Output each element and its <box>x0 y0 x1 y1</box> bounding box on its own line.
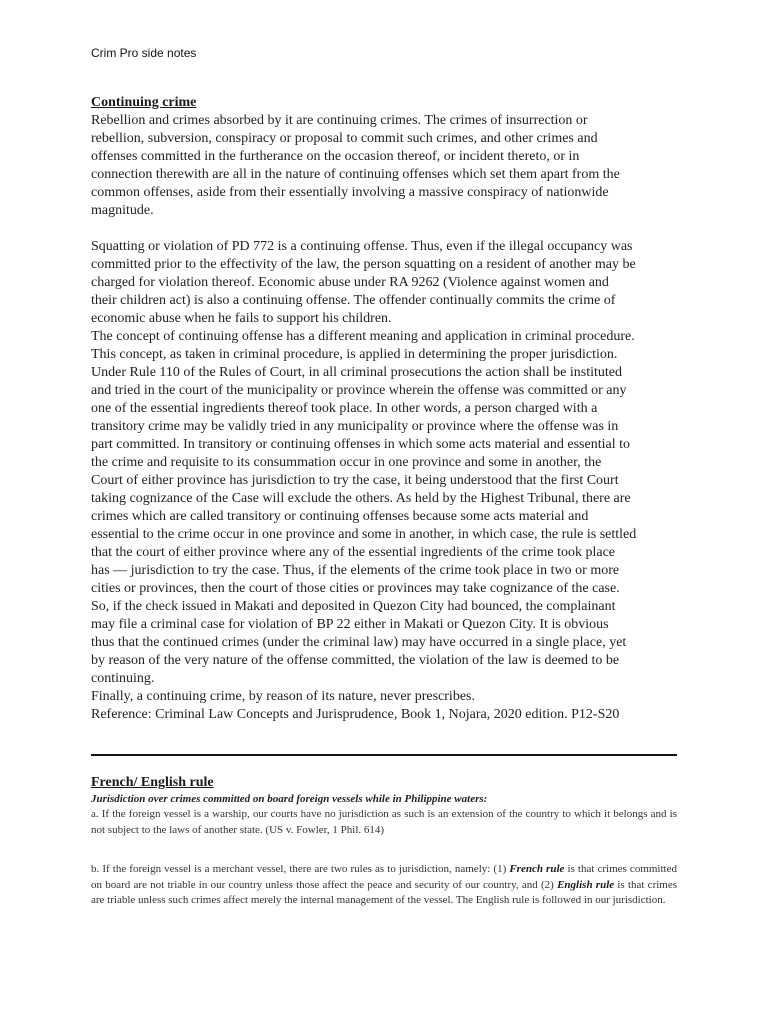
paragraph-spacer <box>91 220 681 238</box>
paragraph-squatting: Squatting or violation of PD 772 is a continuing offense. Thus, even if the illegal occupancy was committed prior to the effectivity of the law, the person squatting on a resident of another may be charged for violation thereof. Economic abuse under RA 9262 (Violence against women and their children act) is also a continuing offense. The offender continually commits the crime of economic abuse when he fails to support his children. <box>91 239 636 326</box>
section-divider <box>91 754 677 756</box>
item-b-text-1: b. If the foreign vessel is a merchant vessel, there are two rules as to jurisdiction, namely: (1) <box>91 863 510 875</box>
paragraph-rebellion: Rebellion and crimes absorbed by it are continuing crimes. The crimes of insurrection or rebellion, subversion, conspiracy or proposal to commit such crimes, and other crimes and offenses committed in the furtherance on the occasion thereof, or incident thereto, or in connection therewith are all in the nature of continuing offenses which set them apart from the common offenses, aside from their essentially involving a massive conspiracy of nationwide magnitude. <box>91 113 620 218</box>
item-b-text-2: is that crimes committed on board are not triable in our country unless those affect the peace and security of our country, and (2) <box>91 863 677 891</box>
subheading-jurisdiction: Jurisdiction over crimes committed on board foreign vessels while in Philippine waters: <box>91 793 488 805</box>
english-rule-term: English rule <box>557 878 615 891</box>
section-heading-french-english: French/ English rule <box>91 775 214 790</box>
section-french-english-rule <box>91 774 677 909</box>
section-heading-continuing-crime: Continuing crime <box>91 95 197 110</box>
paragraph-prescription: Finally, a continuing crime, by reason of its nature, never prescribes. <box>91 689 475 704</box>
french-rule-term: French rule <box>509 863 565 875</box>
item-warship: a. If the foreign vessel is a warship, our courts have no jurisdiction as such is an extension of the country to which it belongs and is not subject to the laws of another state. (US v. Fowler, 1 Phil. 614) <box>91 808 677 836</box>
item-b-text-3: is that crimes are triable unless such crimes affect merely the internal management of the vessel. The English rule is followed in our jurisdiction. <box>91 878 678 906</box>
paragraph-criminal-procedure: The concept of continuing offense has a different meaning and application in criminal procedure. This concept, as taken in criminal procedure, is applied in determining the proper jurisdiction. Under Rule 110 of the Rules of Court, in all criminal prosecutions the action shall be instituted and tried in the court of the municipality or province wherein the offense was committed or any one of the essential ingredients thereof took place. In other words, a person charged with a transitory crime may be validly tried in any municipality or province where the offense was in part committed. In transitory or continuing offenses in which some acts material and essential to the crime and requisite to its consummation occur in one province and some in another, the Court of either province has jurisdiction to try the case, it being understood that the first Court taking cognizance of the Case will exclude the others. As held by the Highest Tribunal, there are crimes which are called transitory or continuing offenses because some acts material and essential to the crime occur in one province and some in another, in which case, the rule is settled that the court of either province where any of the essential ingredients of the crime took place has — jurisdiction to try the case. Thus, if the elements of the crime took place in two or more cities or provinces, then the court of those cities or provinces may take cognizance of the case. So, if the check issued in Makati and deposited in Quezon City had bounced, the complainant may file a criminal case for violation of BP 22 either in Makati or Quezon City. It is obvious thus that the continued crimes (under the criminal law) may have occurred in a single place, yet by reason of the very nature of the offense committed, the violation of the law is deemed to be continuing. <box>91 329 637 686</box>
document-header: Crim Pro side notes <box>91 46 197 60</box>
section-continuing-crime <box>91 94 681 724</box>
item-merchant-vessel <box>91 862 677 909</box>
reference-line: Reference: Criminal Law Concepts and Jurisprudence, Book 1, Nojara, 2020 edition. P12-S20 <box>91 707 620 722</box>
